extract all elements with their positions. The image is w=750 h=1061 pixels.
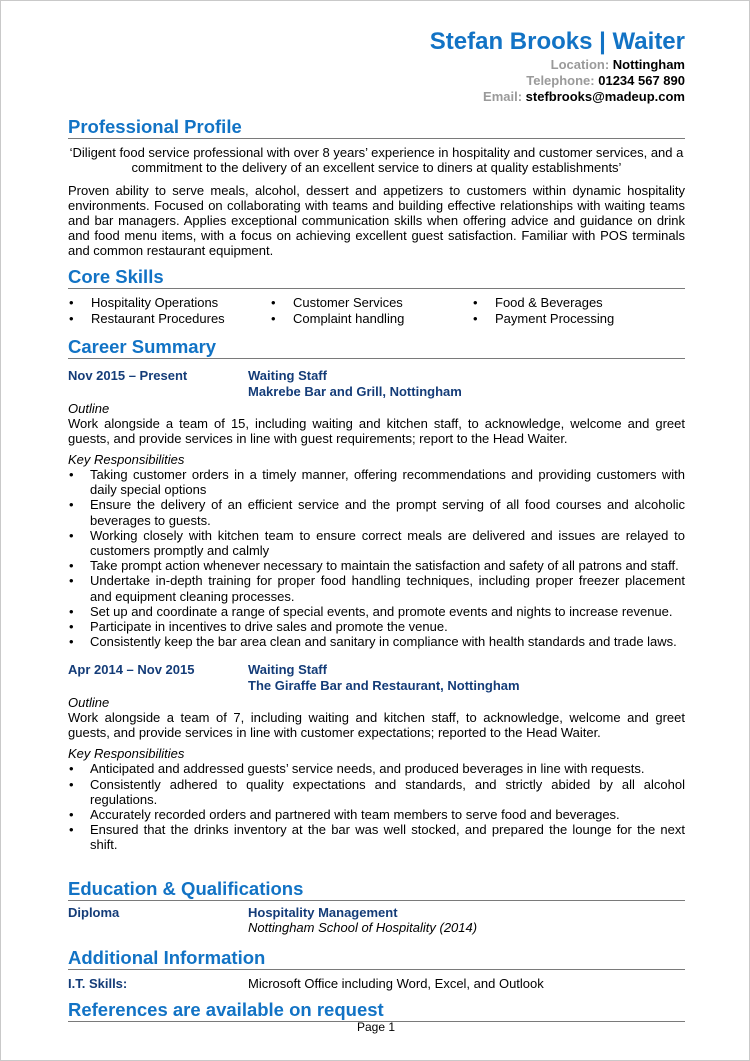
job-role: Waiting Staff [248, 368, 327, 383]
list-item: • Ensure the delivery of an efficient service and the prompt serving of all food courses and alcoholic beverages to guests. [68, 497, 685, 527]
job-entry [68, 662, 685, 852]
qualification-type: Diploma [68, 904, 120, 920]
skill-item: • Restaurant Procedures [68, 311, 270, 327]
career-section [68, 337, 685, 853]
job-outline: Work alongside a team of 15, including waiting and kitchen staff, to acknowledge, welcome and greet guests, and provide services in line with guest requirements; report to the Head Waiter. [68, 416, 685, 446]
telephone-line [68, 73, 685, 89]
job-dates: Nov 2015 – Present [68, 368, 188, 383]
it-skills-row [68, 976, 685, 992]
profile-heading: Professional Profile [68, 117, 685, 139]
email-line [68, 89, 685, 105]
skills-column [472, 295, 674, 326]
skill-item: • Complaint handling [270, 311, 472, 327]
list-item: • Accurately recorded orders and partnered with team members to serve food and beverages. [68, 807, 685, 822]
course-name: Hospitality Management [248, 904, 398, 920]
job-outline: Work alongside a team of 7, including waiting and kitchen staff, to acknowledge, welcome and greet guests, and provide services in line with customer expectations; reported to the Head Waiter. [68, 710, 685, 741]
qualification-details [248, 905, 477, 936]
page-number: Page 1 [356, 1020, 396, 1034]
skills-heading: Core Skills [68, 267, 685, 289]
list-item: • Take prompt action whenever necessary to maintain the satisfaction and safety of all patrons and staff. [68, 558, 685, 573]
skills-column [68, 295, 270, 326]
telephone-label: Telephone: [526, 73, 595, 88]
resume-content [68, 29, 685, 1022]
school-name: Nottingham School of Hospitality (2014) [248, 920, 478, 936]
references-heading: References are available on request [68, 1000, 685, 1022]
job-employer: The Giraffe Bar and Restaurant, Nottingham [248, 677, 520, 693]
profile-paragraph: Proven ability to serve meals, alcohol, dessert and appetizers to customers within dynamic hospitality environments. Focused on collaborating with teams and building effective relationships with waiting teams and bar managers. Applies exceptional communication skills when offering advice and guidance on drink and food menu items, with a focus on achieving excellent guest satisfaction. Familiar with POS terminals and common restaurant equipment. [68, 183, 685, 258]
list-item: • Consistently adhered to quality expectations and standards, and strictly abided by all alcohol regulations. [68, 777, 685, 807]
education-heading: Education & Qualifications [68, 879, 685, 901]
job-dates: Apr 2014 – Nov 2015 [68, 662, 195, 678]
job-employer: Makrebe Bar and Grill, Nottingham [248, 383, 462, 399]
job-header [68, 368, 685, 399]
list-item: • Working closely with kitchen team to ensure correct meals are delivered and issues are relayed to customers promptly and calmly [68, 528, 685, 558]
skill-item: • Customer Services [270, 295, 472, 311]
list-item: • Anticipated and addressed guests’ service needs, and produced beverages in line with requests. [68, 761, 685, 776]
it-skills-label: I.T. Skills: [68, 975, 128, 991]
skills-section [68, 267, 685, 326]
location-label: Location: [550, 57, 610, 72]
skill-item: • Food & Beverages [472, 295, 674, 311]
it-skills-value: Microsoft Office including Word, Excel, and Outlook [248, 975, 544, 991]
profile-quote: ‘Diligent food service professional with over 8 years’ experience in hospitality and customer services, and a commitment to the delivery of an excellent service to diners at quality establishments’ [69, 145, 684, 175]
list-item: • Consistently keep the bar area clean and sanitary in compliance with health standards and trade laws. [68, 634, 685, 649]
list-item: • Participate in incentives to drive sales and promote the venue. [68, 619, 685, 634]
career-heading: Career Summary [68, 337, 685, 359]
outline-label: Outline [68, 695, 110, 711]
name-title: Stefan Brooks | Waiter [429, 28, 685, 55]
job-role: Waiting Staff [248, 662, 327, 678]
skill-item: • Payment Processing [472, 311, 674, 327]
responsibilities-list [68, 467, 685, 649]
additional-section [68, 948, 685, 992]
responsibilities-label: Key Responsibilities [68, 746, 185, 762]
references-section [68, 1000, 685, 1022]
email-value: stefbrooks@madeup.com [525, 89, 685, 104]
list-item: • Undertake in-depth training for proper food handling techniques, including proper freezer placement and equipment cleaning processes. [68, 573, 685, 603]
job-title-block [248, 368, 462, 399]
list-item: • Ensured that the drinks inventory at the bar was well stocked, and prepared the lounge for the next shift. [68, 822, 685, 852]
list-item: • Taking customer orders in a timely manner, offering recommendations and providing customers with daily special options [68, 467, 685, 497]
job-title-block [248, 662, 520, 693]
additional-heading: Additional Information [68, 948, 685, 970]
responsibilities-list [68, 761, 685, 852]
location-line [68, 57, 685, 73]
list-item: • Set up and coordinate a range of special events, and promote events and nights to increase revenue. [68, 604, 685, 619]
resume-header [68, 29, 685, 105]
profile-section [68, 117, 685, 258]
responsibilities-label: Key Responsibilities [68, 452, 185, 467]
location-value: Nottingham [612, 57, 685, 72]
outline-label: Outline [68, 401, 110, 416]
job-header [68, 662, 685, 693]
skill-item: • Hospitality Operations [68, 295, 270, 311]
education-entry [68, 905, 685, 936]
job-entry [68, 368, 685, 649]
email-label: Email: [483, 89, 523, 104]
education-section [68, 879, 685, 936]
skills-list [68, 295, 685, 326]
telephone-value: 01234 567 890 [598, 73, 685, 88]
skills-column [270, 295, 472, 326]
